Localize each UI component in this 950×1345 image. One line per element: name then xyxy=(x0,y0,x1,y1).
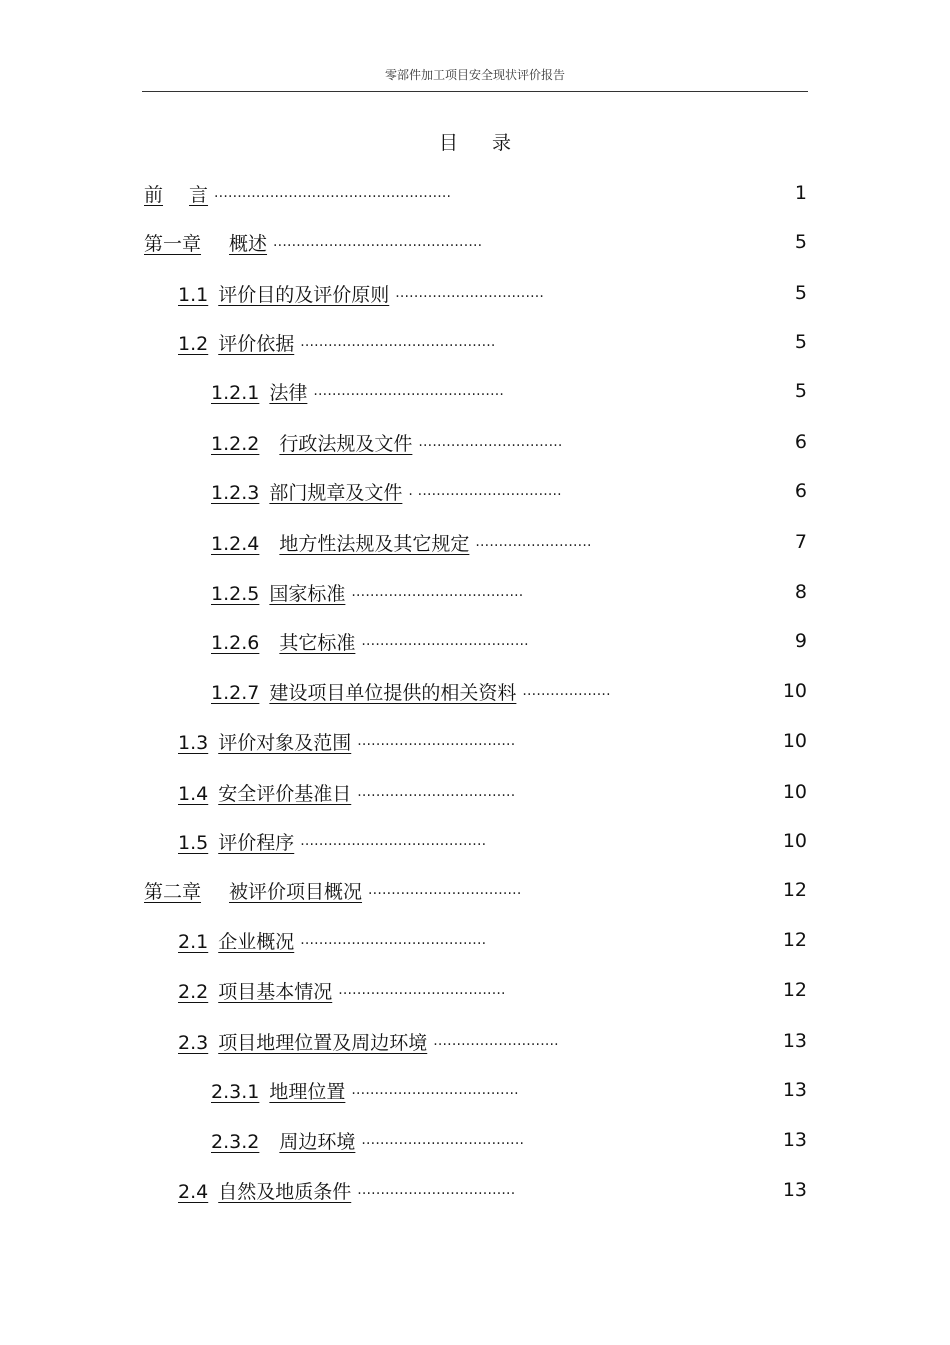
toc-page-number: 13 xyxy=(782,1129,807,1151)
toc-entry-title: 建设项目单位提供的相关资料 xyxy=(269,681,517,704)
toc-entry-link[interactable] xyxy=(144,229,273,256)
toc-entry[interactable] xyxy=(211,628,807,654)
toc-entry-link[interactable] xyxy=(178,828,300,855)
toc-entry-title: 评价对象及范围 xyxy=(218,731,352,754)
toc-leader-dots: ................................................... xyxy=(214,185,452,201)
toc-entry[interactable] xyxy=(211,378,807,404)
toc-page-number: 10 xyxy=(782,781,807,803)
toc-leader-dots: ........................... xyxy=(433,1033,559,1049)
toc-entry-title: 言 xyxy=(189,183,209,206)
toc-leader-dots: ............................... xyxy=(418,434,563,450)
toc-entry-link[interactable] xyxy=(178,1177,357,1204)
toc-entry-title: 评价目的及评价原则 xyxy=(218,283,390,306)
toc-entry-number: 1.2.2 xyxy=(211,432,260,455)
toc-leader-dots: ................................. xyxy=(368,882,522,898)
toc-entry[interactable] xyxy=(178,728,807,754)
toc-entry[interactable] xyxy=(144,877,807,903)
toc-entry-number: 1.2.5 xyxy=(211,582,260,605)
toc-entry-number: 1.2.6 xyxy=(211,631,260,654)
toc-entry-title: 部门规章及文件 xyxy=(269,481,403,504)
toc-entry-link[interactable] xyxy=(211,429,418,456)
toc-entry-link[interactable] xyxy=(178,927,300,954)
toc-entry[interactable] xyxy=(178,977,807,1003)
toc-entry-title: 自然及地质条件 xyxy=(218,1180,352,1203)
toc-entry[interactable] xyxy=(178,280,807,306)
toc-entry[interactable] xyxy=(178,828,807,854)
toc-entry-number: 2.3.2 xyxy=(211,1130,260,1153)
toc-page-number: 12 xyxy=(782,929,807,951)
toc-entry-title: 法律 xyxy=(269,381,308,404)
toc-entry-title: 国家标准 xyxy=(269,582,346,605)
toc-entry[interactable] xyxy=(211,678,807,704)
toc-entry[interactable] xyxy=(144,229,807,255)
toc-leader-dots: .................................. xyxy=(357,733,516,749)
running-header: 零部件加工项目安全现状评价报告 xyxy=(384,68,565,82)
toc-leader-dots: . ............................... xyxy=(408,483,562,499)
toc-entry-link[interactable] xyxy=(211,478,408,505)
toc-entry[interactable] xyxy=(178,779,807,805)
toc-entry-link[interactable] xyxy=(144,877,368,904)
toc-page-number: 1 xyxy=(794,182,807,204)
toc-page-number: 8 xyxy=(794,581,807,603)
toc-entry-number: 第二章 xyxy=(144,880,202,903)
toc-entry-link[interactable] xyxy=(211,579,351,606)
toc-entry-number: 1.2.1 xyxy=(211,381,260,404)
toc-leader-dots: ................................... xyxy=(361,1132,525,1148)
toc-entry-number: 1.5 xyxy=(178,831,209,854)
toc-entry-number: 第一章 xyxy=(144,232,202,255)
toc-entry[interactable] xyxy=(211,1127,807,1153)
toc-entry-number: 1.4 xyxy=(178,782,209,805)
toc-page-number: 6 xyxy=(794,431,807,453)
toc-entry-title: 企业概况 xyxy=(218,930,295,953)
toc-leader-dots: .................................... xyxy=(338,982,506,998)
toc-entry-link[interactable] xyxy=(211,1127,361,1154)
toc-entry-link[interactable] xyxy=(178,329,300,356)
toc-title-right: 录 xyxy=(492,132,512,154)
toc-entry-title: 地方性法规及其它规定 xyxy=(279,532,470,555)
toc-page-number: 13 xyxy=(782,1079,807,1101)
toc-entry[interactable] xyxy=(211,579,807,605)
toc-page-number: 13 xyxy=(782,1179,807,1201)
toc-page-number: 6 xyxy=(794,480,807,502)
toc-entry-link[interactable] xyxy=(178,779,357,806)
toc-entry-number: 2.1 xyxy=(178,930,209,953)
toc-entry-number: 1.2.7 xyxy=(211,681,260,704)
toc-page-number: 10 xyxy=(782,830,807,852)
toc-leader-dots: ......................... xyxy=(475,534,592,550)
toc-leader-dots: ............................................. xyxy=(273,234,483,250)
toc-entry-title: 概述 xyxy=(229,232,268,255)
toc-entry-number: 1.2 xyxy=(178,332,209,355)
toc-entry-number: 1.2.3 xyxy=(211,481,260,504)
toc-entry-title: 项目地理位置及周边环境 xyxy=(218,1031,428,1054)
toc-page-number: 5 xyxy=(794,231,807,253)
toc-entry-title: 被评价项目概况 xyxy=(229,880,363,903)
toc-entry-title: 安全评价基准日 xyxy=(218,782,352,805)
toc-entry-link[interactable] xyxy=(178,977,338,1004)
toc-leader-dots: ..................................... xyxy=(351,584,524,600)
toc-leader-dots: .................................. xyxy=(357,784,516,800)
toc-entry-link[interactable] xyxy=(211,1077,351,1104)
toc-entry[interactable] xyxy=(211,529,807,555)
toc-entry-number: 1.1 xyxy=(178,283,209,306)
toc-entry-title: 其它标准 xyxy=(279,631,356,654)
toc-leader-dots: .................................... xyxy=(361,633,529,649)
toc-entry-number: 前 xyxy=(144,183,164,206)
toc-page-number: 10 xyxy=(782,730,807,752)
toc-entry[interactable] xyxy=(178,927,807,953)
toc-entry-number: 1.3 xyxy=(178,731,209,754)
toc-entry-link[interactable] xyxy=(211,378,313,405)
toc-entry[interactable] xyxy=(211,1077,807,1103)
toc-entry-title: 评价程序 xyxy=(218,831,295,854)
toc-page-number: 12 xyxy=(782,979,807,1001)
toc-leader-dots: .................................... xyxy=(351,1082,519,1098)
toc-page-number: 5 xyxy=(794,331,807,353)
toc-entry-number: 1.2.4 xyxy=(211,532,260,555)
toc-title-left: 目 xyxy=(438,132,458,154)
toc-page-number: 12 xyxy=(782,879,807,901)
toc-page-number: 9 xyxy=(794,630,807,652)
toc-entry[interactable] xyxy=(178,1028,807,1054)
toc-leader-dots: .......................................... xyxy=(300,334,496,350)
toc-leader-dots: ................... xyxy=(522,683,611,699)
toc-entry-link[interactable] xyxy=(211,529,475,556)
toc-entry-link[interactable] xyxy=(178,1028,433,1055)
toc-entry-title: 地理位置 xyxy=(269,1080,346,1103)
toc-entry-number: 2.4 xyxy=(178,1180,209,1203)
toc-entry-link[interactable] xyxy=(211,628,361,655)
toc-leader-dots: ........................................ xyxy=(300,833,487,849)
toc-entry-number: 2.3 xyxy=(178,1031,209,1054)
toc-page-number: 13 xyxy=(782,1030,807,1052)
toc-page-number: 10 xyxy=(782,680,807,702)
toc-leader-dots: ................................ xyxy=(395,285,545,301)
toc-page-number: 5 xyxy=(794,282,807,304)
toc-entry-title: 项目基本情况 xyxy=(218,980,333,1003)
toc-entry-link[interactable] xyxy=(178,280,395,307)
toc-leader-dots: ......................................... xyxy=(313,383,505,399)
toc-entry-link[interactable] xyxy=(211,678,522,705)
toc-entry[interactable] xyxy=(211,478,807,504)
toc-entry[interactable] xyxy=(178,1177,807,1203)
toc-entry-number: 2.3.1 xyxy=(211,1080,260,1103)
toc-entry[interactable] xyxy=(144,180,807,206)
toc-entry-number: 2.2 xyxy=(178,980,209,1003)
toc-entry-link[interactable] xyxy=(144,180,214,207)
toc-page-number: 5 xyxy=(794,380,807,402)
toc-entry[interactable] xyxy=(211,429,807,455)
toc-entry[interactable] xyxy=(178,329,807,355)
toc-page-number: 7 xyxy=(794,531,807,553)
toc-entry-title: 行政法规及文件 xyxy=(279,432,413,455)
toc-entry-title: 周边环境 xyxy=(279,1130,356,1153)
toc-leader-dots: ........................................ xyxy=(300,932,487,948)
toc-entry-link[interactable] xyxy=(178,728,357,755)
toc-leader-dots: .................................. xyxy=(357,1182,516,1198)
toc-entry-title: 评价依据 xyxy=(218,332,295,355)
